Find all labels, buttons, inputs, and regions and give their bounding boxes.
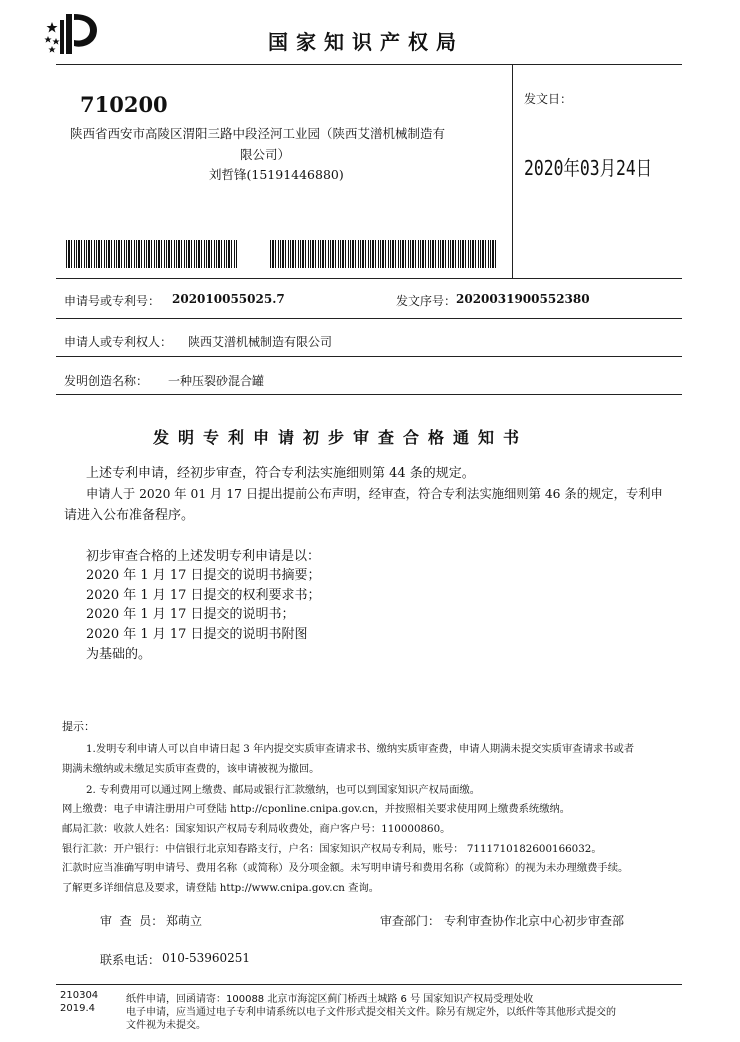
row-rule-2 [56,356,682,357]
notice-paragraph-2-line-1: 申请人于 2020 年 01 月 17 日提出提前公布声明，经审查，符合专利法实施细则第 46 条的规定，专利申 [86,487,663,501]
barcode-right [270,240,498,268]
tip-1-line-1: 1.发明专利申请人可以自申请日起 3 年内提交实质审查请求书、缴纳实质审查费，申请人期满未提交实质审查请求书或者 [86,743,635,755]
basis-item: 2020 年 1 月 17 日提交的说明书附图 [86,627,308,642]
basis-end: 为基础的。 [86,647,152,662]
row-rule-3 [56,394,682,395]
address-line-1: 陕西省西安市高陵区渭阳三路中段泾河工业园（陕西艾潽机械制造有 [70,126,446,141]
basis-item: 2020 年 1 月 17 日提交的权利要求书； [86,588,321,603]
recipient-name-phone: 刘哲锋(15191446880) [209,167,344,182]
tip-bank-remittance: 银行汇款：开户银行：中信银行北京知春路支行，户名：国家知识产权局专利局，账号： 7111710182600166032。 [62,843,602,855]
phone-number: 010-53960251 [162,951,251,965]
address-line-2: 限公司） [240,147,291,162]
department-label: 审查部门： [380,914,441,928]
footer-line-3: 文件视为未提交。 [126,1020,206,1031]
basis-item: 2020 年 1 月 17 日提交的说明书； [86,607,295,622]
dispatch-date: 2020年03月24日 [524,156,653,180]
notice-title: 发明专利申请初步审查合格通知书 [153,428,529,447]
office-name: 国家知识产权局 [268,30,464,54]
frame-vertical-divider [512,64,513,278]
basis-item: 2020 年 1 月 17 日提交的说明书摘要； [86,568,321,583]
cnipa-logo [42,10,102,56]
application-number-label: 申请号或专利号： [64,294,161,308]
tip-more-info: 了解更多详细信息及要求，请登陆 http://www.cnipa.gov.cn 查询。 [62,882,380,894]
department-name: 专利审查协作北京中心初步审查部 [444,914,625,928]
applicant-label: 申请人或专利权人： [64,335,173,349]
notice-paragraph-2-line-2: 请进入公布准备程序。 [64,508,195,523]
basis-intro: 初步审查合格的上述发明专利申请是以： [86,549,321,564]
invention-title-label: 发明创造名称： [64,374,149,388]
examiner-label: 审 查 员： [100,914,164,928]
postal-code: 710200 [80,92,168,117]
footer-line-1: 纸件申请，回函请寄：100088 北京市海淀区蓟门桥西土城路 6 号 国家知识产权局受理处收 [126,994,534,1005]
tips-heading: 提示： [62,720,95,733]
notice-paragraph-1: 上述专利申请，经初步审查，符合专利法实施细则第 44 条的规定。 [86,466,475,481]
form-version: 2019.4 [60,1003,95,1014]
barcode-left [66,240,238,268]
tip-remittance-note: 汇款时应当准确写明申请号、费用名称（或简称）及分项金额。未写明申请号和费用名称（或简称）的视为未办理缴费手续。 [62,862,629,874]
tip-postal-remittance: 邮局汇款：收款人姓名：国家知识产权局专利局收费处，商户客户号：110000860。 [62,823,451,835]
frame-address-bottom-rule [56,278,682,279]
dispatch-number: 2020031900552380 [456,292,590,306]
form-code: 210304 [60,990,99,1001]
footer-line-2: 电子申请，应当通过电子专利申请系统以电子文件形式提交相关文件。除另有规定外，以纸件等其他形式提交的 [126,1007,616,1018]
invention-title: 一种压裂砂混合罐 [168,374,265,388]
footer-rule [56,984,682,985]
row-rule-1 [56,318,682,319]
application-number: 202010055025.7 [172,292,285,306]
examiner-name: 郑萌立 [166,914,203,928]
applicant-name: 陕西艾潽机械制造有限公司 [188,335,333,349]
dispatch-number-label: 发文序号： [396,294,457,308]
phone-label: 联系电话： [100,953,161,967]
tip-online-payment: 网上缴费：电子申请注册用户可登陆 http://cponline.cnipa.gov.cn，并按照相关要求使用网上缴费系统缴纳。 [62,803,571,815]
tip-1-line-2: 期满未缴纳或未缴足实质审查费的，该申请被视为撤回。 [62,763,320,775]
tip-2: 2. 专利费用可以通过网上缴费、邮局或银行汇款缴纳，也可以到国家知识产权局面缴。 [86,784,481,796]
frame-top-rule [56,64,682,65]
dispatch-date-label: 发文日： [524,92,573,106]
